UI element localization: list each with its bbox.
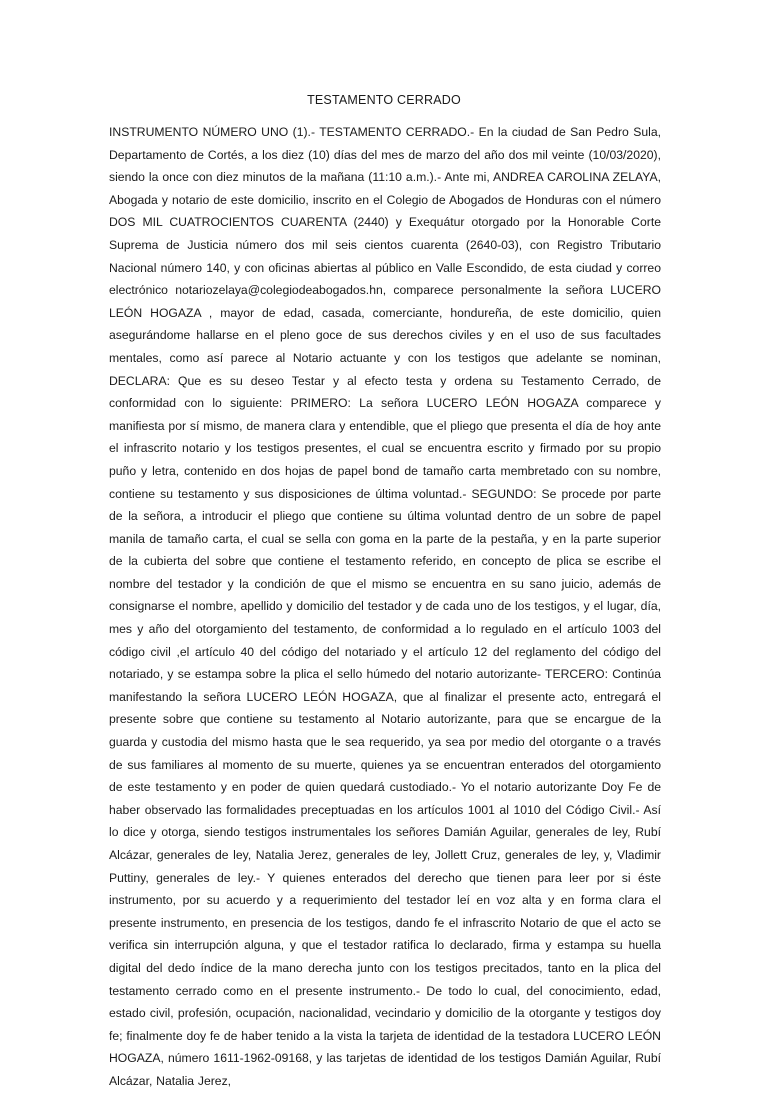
document-body-paragraph: INSTRUMENTO NÚMERO UNO (1).- TESTAMENTO CERRADO.- En la ciudad de San Pedro Sula, Departamento de Cortés, a los diez (10) días del mes de marzo del año dos mil veinte (10/03/2020), siendo la once con diez minutos de la mañana (11:10 a.m.).- Ante mi, ANDREA CAROLINA ZELAYA, Abogada y notario de este domicilio, inscrito en el Colegio de Abogados de Honduras con el número DOS MIL CUATROCIENTOS CUARENTA (2440) y Exequátur otorgado por la Honorable Corte Suprema de Justicia número dos mil seis cientos cuarenta (2640-03), con Registro Tributario Nacional número 140, y con oficinas abiertas al público en Valle Escondido, de esta ciudad y correo electrónico notariozelaya@colegiodeabogados.hn, comparece personalmente la señora LUCERO LEÓN HOGAZA , mayor de edad, casada, comerciante, hondureña, de este domicilio, quien asegurándome hallarse en el pleno goce de sus derechos civiles y en el uso de sus facultades mentales, como así parece al Notario actuante y con los testigos que adelante se nominan, DECLARA: Que es su deseo Testar y al efecto testa y ordena su Testamento Cerrado, de conformidad con lo siguiente: PRIMERO: La señora LUCERO LEÓN HOGAZA comparece y manifiesta por sí mismo, de manera clara y entendible, que el pliego que presenta el día de hoy ante el infrascrito notario y los testigos presentes, el cual se encuentra escrito y firmado por su propio puño y letra, contenido en dos hojas de papel bond de tamaño carta membretado con su nombre, contiene su testamento y sus disposiciones de última voluntad.- SEGUNDO: Se procede por parte de la señora, a introducir el pliego que contiene su última voluntad dentro de un sobre de papel manila de tamaño carta, el cual se sella con goma en la parte de la pestaña, y en la parte superior de la cubierta del sobre que contiene el testamento referido, en concepto de plica se escribe el nombre del testador y la condición de que el mismo se encuentra en su sano juicio, además de consignarse el nombre, apellido y domicilio del testador y de cada uno de los testigos, y el lugar, día, mes y año del otorgamiento del testamento, de conformidad a lo regulado en el artículo 1003 del código civil ,el artículo 40 del código del notariado y el artículo 12 del reglamento del código del notariado, y se estampa sobre la plica el sello húmedo del notario autorizante- TERCERO: Continúa manifestando la señora LUCERO LEÓN HOGAZA, que al finalizar el presente acto, entregará el presente sobre que contiene su testamento al Notario autorizante, para que se encargue de la guarda y custodia del mismo hasta que le sea requerido, ya sea por medio del otorgante o a través de sus familiares al momento de su muerte, quienes ya se encuentran enterados del otorgamiento de este testamento y en poder de quien quedará custodiado.- Yo el notario autorizante Doy Fe de haber observado las formalidades preceptuadas en los artículos 1001 al 1010 del Código Civil.- Así lo dice y otorga, siendo testigos instrumentales los señores Damián Aguilar, generales de ley, Rubí Alcázar, generales de ley, Natalia Jerez, generales de ley, Jollett Cruz, generales de ley, y, Vladimir Puttiny, generales de ley.- Y quienes enterados del derecho que tienen para leer por si éste instrumento, por su acuerdo y a requerimiento del testador leí en voz alta y en forma clara el presente instrumento, en presencia de los testigos, dando fe el infrascrito Notario de que el acto se verifica sin interrupción alguna, y que el testador ratifica lo declarado, firma y estampa su huella digital del dedo índice de la mano derecha junto con los testigos precitados, tanto en la plica del testamento cerrado como en el presente instrumento.- De todo lo cual, del conocimiento, edad, estado civil, profesión, ocupación, nacionalidad, vecindario y domicilio de la otorgante y testigos doy fe; finalmente doy fe de haber tenido a la vista la tarjeta de identidad de la testadora LUCERO LEÓN HOGAZA, número 1611-1962-09168, y las tarjetas de identidad de los testigos Damián Aguilar, Rubí Alcázar, Natalia Jerez,	[109, 125, 661, 1088]
document-title: TESTAMENTO CERRADO	[307, 93, 461, 107]
